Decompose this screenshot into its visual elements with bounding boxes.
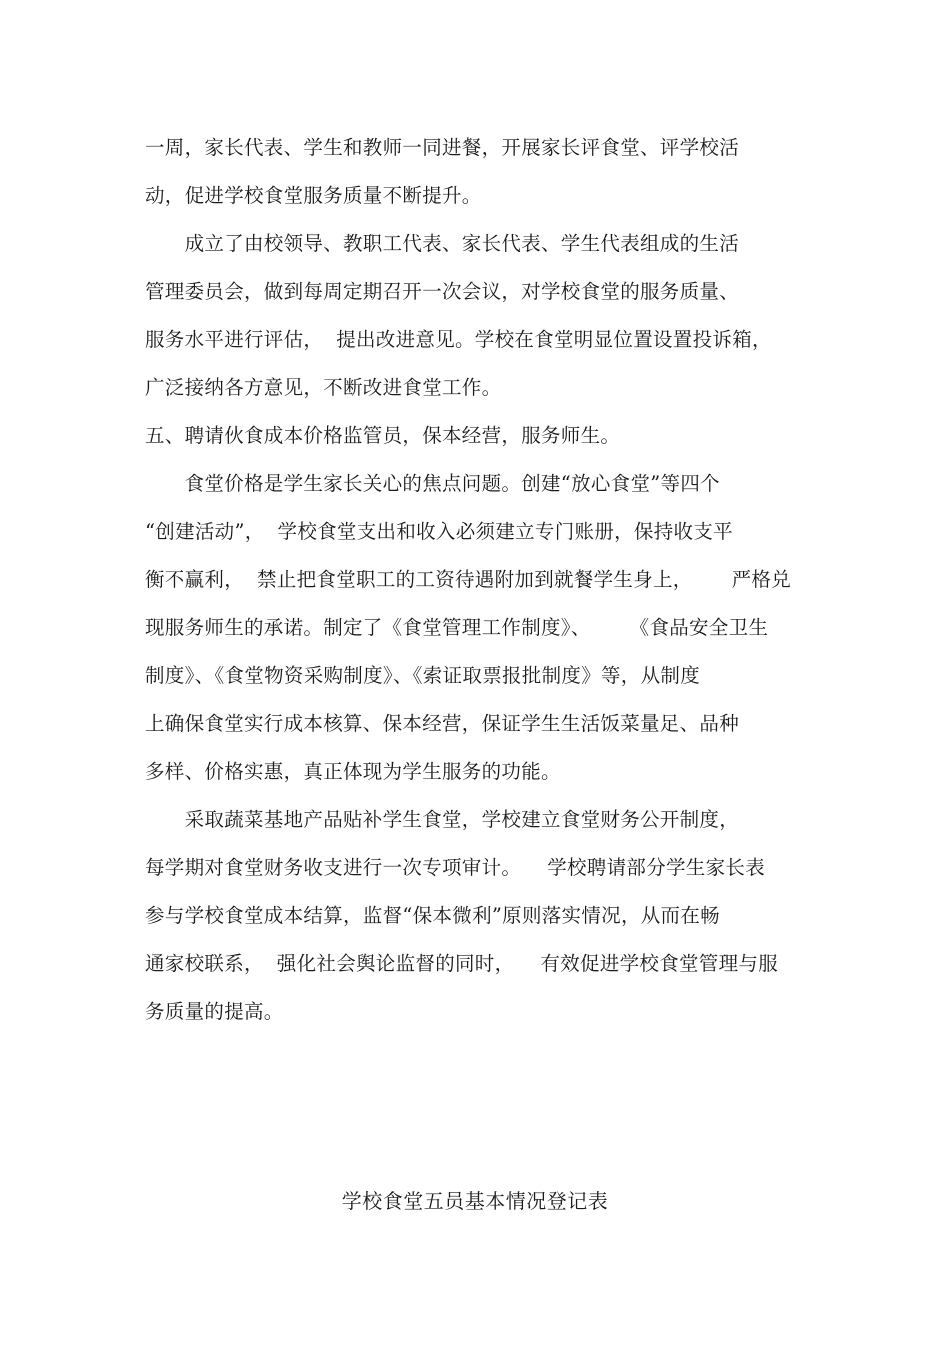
text-line: 制度》、《食堂物资采购制度》、《索证取票报批制度》等，从制度 xyxy=(145,664,701,687)
text-line: 现服务师生的承诺。制定了《食堂管理工作制度》、 《食品安全卫生 xyxy=(145,616,769,639)
section-title: 学校食堂五员基本情况登记表 xyxy=(341,1189,609,1213)
text-line: 动，促进学校食堂服务质量不断提升。 xyxy=(145,184,482,207)
text-line: 衡不赢利， 禁止把食堂职工的工资待遇附加到就餐学生身上， 严格兑 xyxy=(145,568,791,591)
text-line: “创建活动”， 学校食堂支出和收入必须建立专门账册，保持收支平 xyxy=(145,520,733,543)
text-line: 采取蔬菜基地产品贴补学生食堂，学校建立食堂财务公开制度， xyxy=(145,808,740,831)
text-line: 管理委员会，做到每周定期召开一次会议，对学校食堂的服务质量、 xyxy=(145,280,740,303)
text-line: 通家校联系， 强化社会舆论监督的同时， 有效促进学校食堂管理与服 xyxy=(145,952,778,975)
text-line: 一周，家长代表、学生和教师一同进餐，开展家长评食堂、评学校活 xyxy=(145,136,740,159)
text-line: 成立了由校领导、教职工代表、家长代表、学生代表组成的生活 xyxy=(145,232,740,255)
text-line: 每学期对食堂财务收支进行一次专项审计。 学校聘请部分学生家长表 xyxy=(145,856,765,879)
text-line: 广泛接纳各方意见，不断改进食堂工作。 xyxy=(145,376,502,399)
text-line: 务质量的提高。 xyxy=(145,1000,284,1023)
text-line: 服务水平进行评估， 提出改进意见。学校在食堂明显位置设置投诉箱， xyxy=(145,328,772,351)
text-line: 多样、价格实惠，真正体现为学生服务的功能。 xyxy=(145,760,561,783)
section-heading-five: 五、聘请伙食成本价格监管员，保本经营，服务师生。 xyxy=(145,424,621,447)
text-line: 参与学校食堂成本结算，监督“保本微利”原则落实情况，从而在畅 xyxy=(145,904,720,927)
text-line: 食堂价格是学生家长关心的焦点问题。创建“放心食堂”等四个 xyxy=(145,472,720,495)
text-line: 上确保食堂实行成本核算、保本经营，保证学生生活饭菜量足、品种 xyxy=(145,712,740,735)
